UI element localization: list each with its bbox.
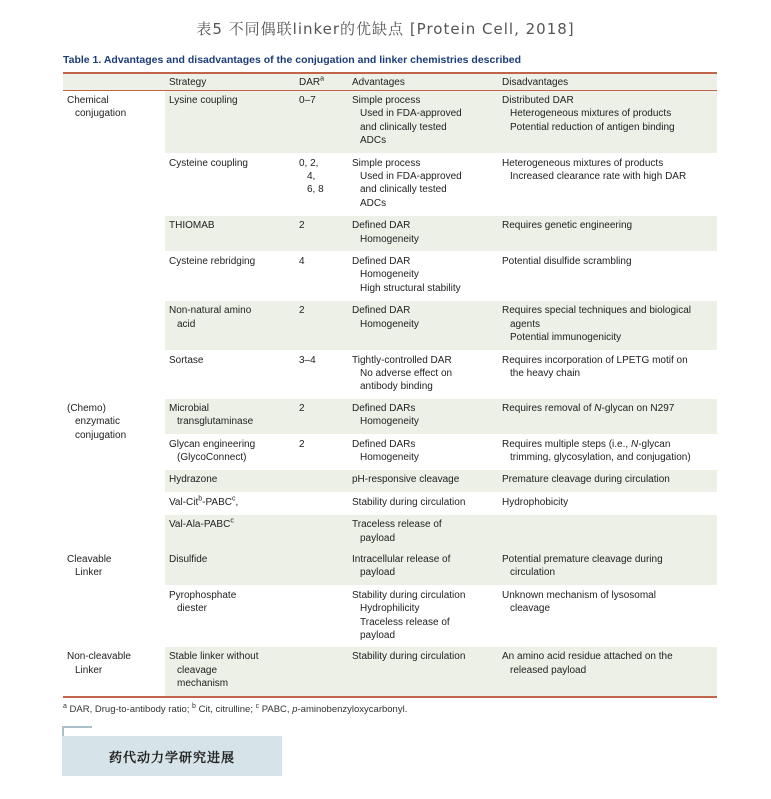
disadvantages-line: Requires genetic engineering: [502, 220, 633, 232]
strategy-line: Stable linker without: [169, 651, 259, 663]
advantages-line: Tightly-controlled DAR: [352, 354, 452, 366]
table-row: [63, 647, 717, 696]
strategy-cell: [165, 492, 295, 514]
advantages-cell: [348, 647, 498, 696]
advantages-cell: [348, 515, 498, 550]
header-strategy: Strategy: [165, 73, 295, 91]
advantages-line: Defined DARs: [352, 438, 416, 450]
group-label-line: Linker: [75, 664, 103, 676]
advantages-cell: [348, 216, 498, 252]
disadvantages-cell: [498, 91, 717, 154]
advantages-line: Homogeneity: [360, 318, 419, 330]
strategy-line: Microbial: [169, 402, 210, 414]
group-label-line: Non-cleavable: [67, 651, 131, 663]
disadvantages-line: cleavage: [510, 603, 551, 615]
strategy-cell: [165, 91, 295, 154]
dar-cell: [295, 252, 348, 301]
advantages-line: No adverse effect on: [360, 367, 453, 379]
strategy-line: acid: [177, 318, 196, 330]
group-label-cell: [63, 550, 165, 647]
dar-line: 6, 8: [307, 184, 324, 196]
dar-cell: [295, 515, 348, 550]
strategy-line: THIOMAB: [169, 220, 215, 232]
strategy-cell: [165, 153, 295, 216]
table-row: [63, 550, 717, 585]
disadvantages-line: Potential disulfide scrambling: [502, 256, 632, 268]
strategy-line: Disulfide: [169, 553, 208, 565]
dar-line: 0–7: [299, 95, 316, 106]
dar-cell: [295, 91, 348, 154]
header-advantages: Advantages: [348, 73, 498, 91]
advantages-line: Used in FDA-approved: [360, 171, 462, 183]
advantages-line: Hydrophilicity: [360, 603, 420, 615]
group-label-line: conjugation: [75, 429, 127, 441]
advantages-line: payload: [360, 630, 396, 641]
group-label-line: (Chemo): [67, 402, 106, 414]
disadvantages-line: circulation: [510, 567, 556, 579]
dar-cell: [295, 647, 348, 696]
dar-cell: [295, 585, 348, 647]
strategy-cell: [165, 470, 295, 492]
advantages-cell: [348, 470, 498, 492]
header-dar: DAR$^a$: [295, 73, 348, 91]
strategy-cell: [165, 585, 295, 647]
strategy-cell: [165, 399, 295, 434]
group-label-line: Chemical: [67, 95, 109, 106]
strategy-line: diester: [177, 603, 208, 615]
dar-line: 2: [299, 402, 305, 414]
advantages-line: Homogeneity: [360, 451, 419, 463]
strategy-line: (GlycoConnect): [177, 451, 247, 463]
advantages-cell: [348, 252, 498, 301]
dar-line: 4: [299, 256, 305, 268]
disadvantages-line: agents: [510, 318, 541, 330]
strategy-line: Lysine coupling: [169, 95, 238, 106]
strategy-line: cleavage: [177, 664, 218, 676]
disadvantages-line: the heavy chain: [510, 367, 581, 379]
advantages-line: Intracellular release of: [352, 553, 451, 565]
strategy-cell: [165, 434, 295, 470]
table-row: [63, 399, 717, 434]
disadvantages-cell: [498, 216, 717, 252]
strategy-line: Hydrazone: [169, 474, 218, 486]
disadvantages-line: Heterogeneous mixtures of products: [502, 157, 664, 169]
advantages-line: ADCs: [360, 135, 387, 147]
disadvantages-line: Potential reduction of antigen binding: [510, 121, 675, 133]
advantages-cell: [348, 350, 498, 399]
advantages-line: Stability during circulation: [352, 589, 466, 601]
figure-caption: 表5 不同偶联linker的优缺点 [Protein Cell, 2018]: [196, 20, 575, 38]
disadvantages-cell: [498, 399, 717, 434]
table-container: [63, 54, 717, 715]
disadvantages-line: Requires special techniques and biological: [502, 305, 692, 317]
strategy-cell: [165, 252, 295, 301]
strategy-line: Pyrophosphate: [169, 589, 237, 601]
advantages-line: antibody binding: [360, 381, 433, 393]
disadvantages-cell: [498, 301, 717, 350]
strategy-line: Cysteine coupling: [169, 157, 248, 169]
dar-cell: [295, 434, 348, 470]
header-disadvantages: Disadvantages: [498, 73, 717, 91]
advantages-line: Simple process: [352, 95, 421, 106]
dar-line: 0, 2,: [299, 157, 319, 169]
dar-line: 2: [299, 438, 305, 450]
advantages-line: Defined DARs: [352, 402, 416, 414]
advantages-line: Homogeneity: [360, 269, 419, 281]
advantages-line: and clinically tested: [360, 184, 447, 196]
disadvantages-line: trimming, glycosylation, and conjugation): [510, 451, 691, 463]
disadvantages-line: released payload: [510, 664, 587, 676]
disadvantages-cell: [498, 350, 717, 399]
disadvantages-cell: [498, 585, 717, 647]
advantages-line: Used in FDA-approved: [360, 108, 462, 120]
strategy-cell: [165, 550, 295, 585]
disadvantages-line: Potential premature cleavage during: [502, 553, 663, 565]
advantages-cell: [348, 434, 498, 470]
strategy-line: Glycan engineering: [169, 438, 256, 450]
disadvantages-cell: [498, 550, 717, 585]
dar-cell: [295, 399, 348, 434]
advantages-line: Simple process: [352, 157, 421, 169]
disadvantages-line: Hydrophobicity: [502, 496, 569, 508]
advantages-line: Traceless release of: [360, 616, 450, 628]
advantages-cell: [348, 585, 498, 647]
table-header-row: [63, 73, 717, 91]
dar-cell: [295, 550, 348, 585]
strategy-line: Cysteine rebridging: [169, 256, 256, 268]
strategy-cell: [165, 216, 295, 252]
strategy-cell: [165, 301, 295, 350]
disadvantages-line: An amino acid residue attached on the: [502, 651, 673, 663]
strategy-line: Non-natural amino: [169, 305, 252, 317]
advantages-line: Stability during circulation: [352, 651, 466, 663]
table-title: Table 1. Advantages and disadvantages of the conjugation and linker chemistries described: [63, 54, 522, 66]
advantages-line: Defined DAR: [352, 305, 411, 317]
advantages-cell: [348, 153, 498, 216]
dar-line: 4,: [307, 171, 316, 183]
disadvantages-line: Requires incorporation of LPETG motif on: [502, 354, 688, 366]
advantages-line: pH-responsive cleavage: [352, 474, 460, 486]
disadvantages-line: Heterogeneous mixtures of products: [510, 108, 672, 120]
advantages-line: payload: [360, 532, 396, 544]
advantages-line: Stability during circulation: [352, 496, 466, 508]
strategy-line: mechanism: [177, 678, 229, 690]
advantages-line: Traceless release of: [352, 519, 442, 531]
advantages-line: ADCs: [360, 197, 387, 209]
disadvantages-cell: [498, 434, 717, 470]
disadvantages-cell: [498, 470, 717, 492]
dar-cell: [295, 470, 348, 492]
group-label-cell: [63, 399, 165, 550]
dar-cell: [295, 153, 348, 216]
group-label-line: enzymatic: [75, 416, 121, 428]
disadvantages-line: Increased clearance rate with high DAR: [510, 171, 687, 183]
strategy-line: Sortase: [169, 354, 204, 366]
advantages-line: Defined DAR: [352, 256, 411, 268]
disadvantages-line: Requires removal of N-glycan on N297: [502, 402, 675, 414]
group-label-line: conjugation: [75, 108, 127, 120]
advantages-line: High structural stability: [360, 282, 461, 294]
advantages-cell: [348, 91, 498, 154]
advantages-line: payload: [360, 567, 396, 579]
group-label-line: Cleavable: [67, 553, 112, 565]
advantages-line: Homogeneity: [360, 233, 419, 245]
group-label-line: Linker: [75, 567, 103, 579]
disadvantages-cell: [498, 647, 717, 696]
disadvantages-line: Requires multiple steps (i.e., N-glycan: [502, 438, 671, 450]
section-badge: 药代动力学研究进展: [62, 736, 282, 776]
disadvantages-cell: [498, 492, 717, 514]
dar-cell: [295, 350, 348, 399]
strategy-line: Val-Ala-PABC$^c$: [169, 517, 234, 531]
advantages-line: Defined DAR: [352, 220, 411, 232]
disadvantages-cell: [498, 252, 717, 301]
dar-line: 3–4: [299, 354, 316, 366]
group-label-cell: [63, 647, 165, 696]
dar-cell: [295, 492, 348, 514]
dar-cell: [295, 301, 348, 350]
advantages-line: and clinically tested: [360, 121, 447, 133]
group-label-cell: [63, 91, 165, 399]
disadvantages-line: Premature cleavage during circulation: [502, 474, 670, 486]
table-row: [63, 91, 717, 154]
advantages-cell: [348, 399, 498, 434]
disadvantages-cell: [498, 515, 717, 550]
header-group: [63, 73, 165, 91]
disadvantages-line: Potential immunogenicity: [510, 332, 622, 344]
dar-line: 2: [299, 305, 305, 317]
dar-line: 2: [299, 220, 305, 232]
advantages-cell: [348, 301, 498, 350]
disadvantages-line: Distributed DAR: [502, 95, 574, 106]
linker-table: [63, 72, 717, 698]
strategy-cell: [165, 350, 295, 399]
advantages-line: Homogeneity: [360, 416, 419, 428]
advantages-cell: [348, 492, 498, 514]
disadvantages-line: Unknown mechanism of lysosomal: [502, 589, 656, 601]
strategy-line: Val-Cit$^b$-PABC$^c$,: [169, 495, 239, 508]
advantages-cell: [348, 550, 498, 585]
dar-cell: [295, 216, 348, 252]
table-footnote: $^a$ DAR, Drug-to-antibody ratio; $^b$ Cit, citrulline; $^c$ PABC, p-aminobenzyloxycarbonyl.: [63, 702, 408, 715]
strategy-cell: [165, 647, 295, 696]
disadvantages-cell: [498, 153, 717, 216]
strategy-line: transglutaminase: [177, 416, 254, 428]
strategy-cell: [165, 515, 295, 550]
